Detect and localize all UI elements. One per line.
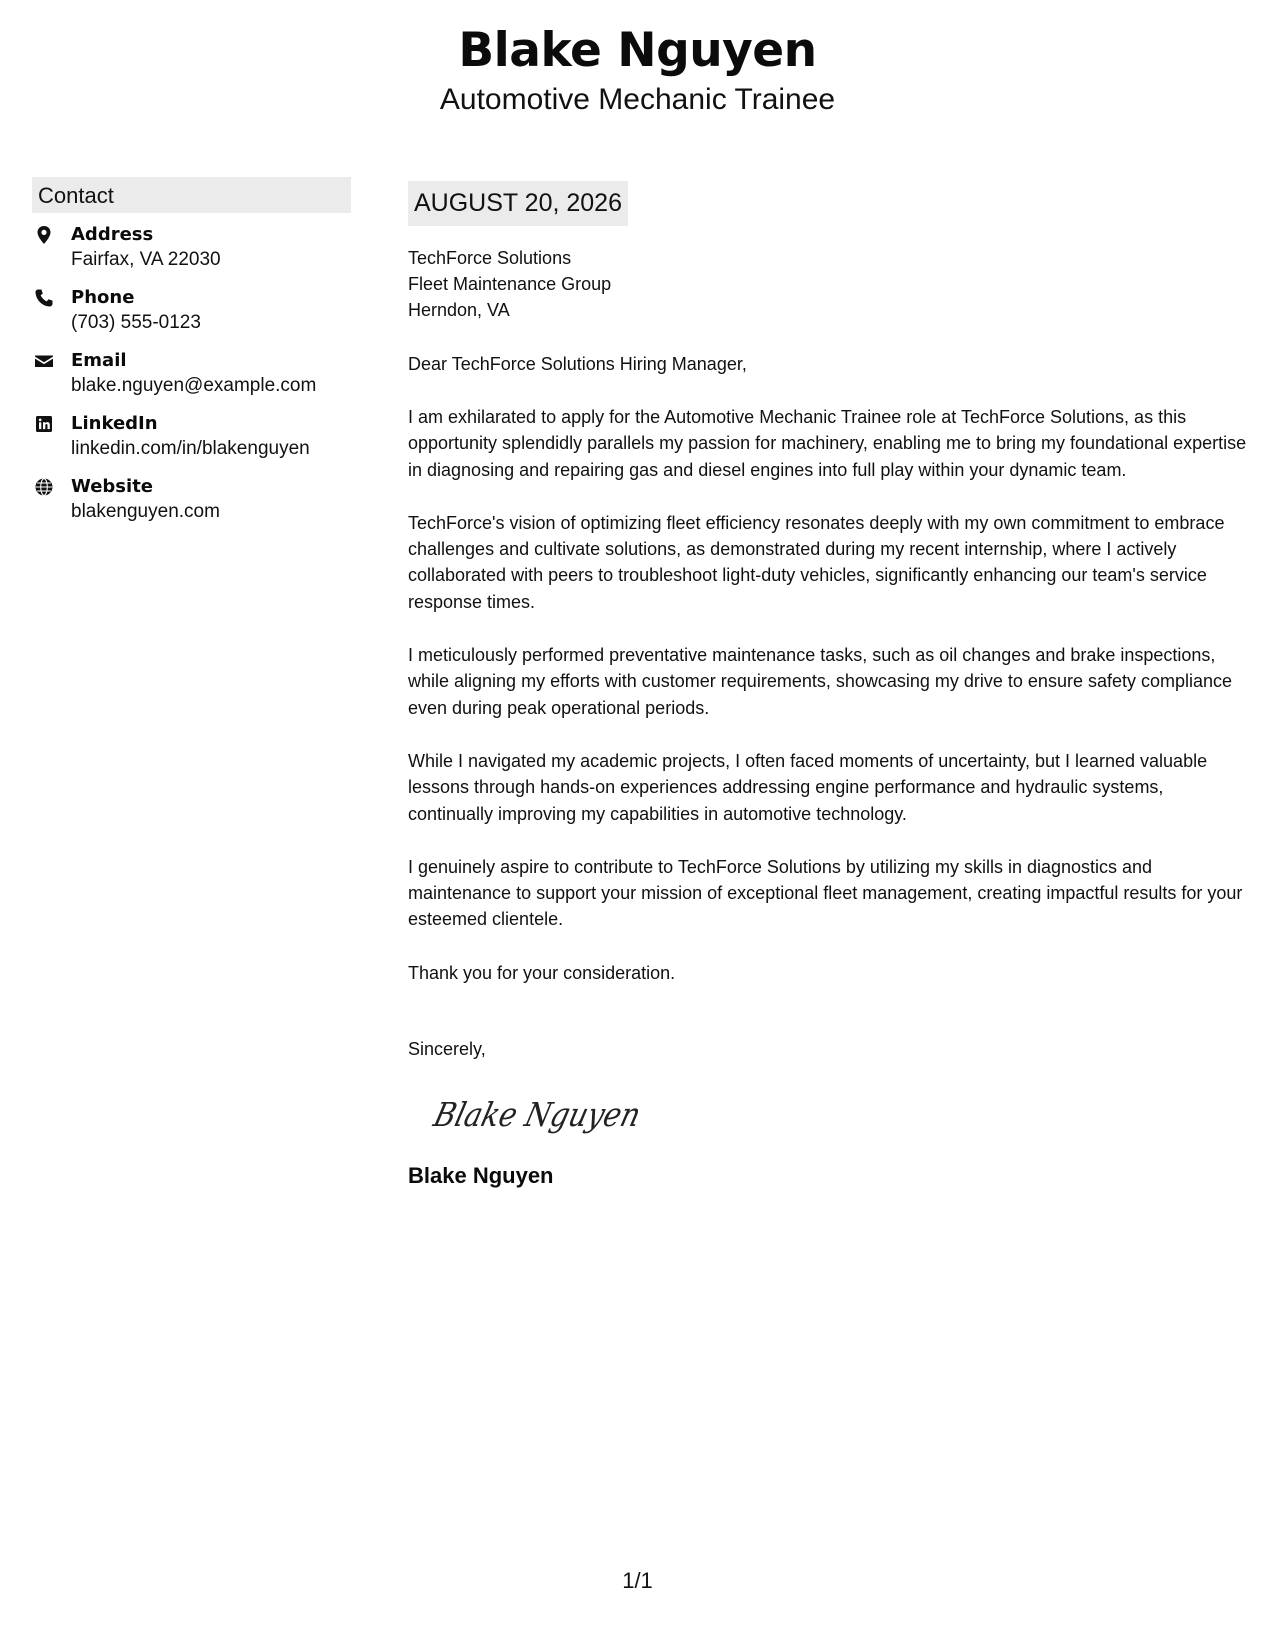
recipient-department: Fleet Maintenance Group	[408, 274, 612, 294]
salutation: Dear TechForce Solutions Hiring Manager,	[408, 354, 747, 374]
contact-sidebar	[32, 177, 351, 537]
contact-label: Phone	[71, 287, 135, 308]
letter-paragraph: TechForce's vision of optimizing fleet efficiency resonates deeply with my own commitment to embrace challenges and cultivate solutions, as demonstrated during my recent internship, where I actively collaborated with peers to troubleshoot light-duty vehicles, significantly enhancing our team's service response times.	[408, 512, 1225, 612]
contact-value: linkedin.com/in/blakenguyen	[71, 438, 310, 459]
linkedin-icon	[34, 414, 54, 434]
contact-heading: Contact	[32, 177, 351, 213]
contact-value: blake.nguyen@example.com	[71, 375, 317, 396]
letter-paragraph: I am exhilarated to apply for the Automotive Mechanic Trainee role at TechForce Solutions, as this opportunity splendidly parallels my passion for machinery, enabling me to bring my foundational expertise in diagnosing and repairing gas and diesel engines into full play within your dynamic team.	[408, 407, 1247, 480]
contact-label: LinkedIn	[71, 413, 158, 434]
contact-label: Website	[71, 476, 154, 497]
signature-text: Blake Nguyen	[430, 1095, 675, 1134]
letter-header	[0, 18, 1275, 118]
recipient-block	[408, 245, 1248, 323]
contact-value: Fairfax, VA 22030	[71, 249, 221, 270]
letter-paragraph: While I navigated my academic projects, I often faced moments of uncertainty, but I learned valuable lessons through hands-on experiences addressing engine performance and hydraulic systems, continually improving my capabilities in automotive technology.	[408, 750, 1208, 824]
recipient-location: Herndon, VA	[408, 300, 510, 320]
applicant-title: Automotive Mechanic Trainee	[439, 83, 836, 116]
map-pin-icon	[34, 225, 54, 245]
letter-body	[408, 181, 1248, 1190]
contact-value: blakenguyen.com	[71, 501, 220, 522]
letter-date: AUGUST 20, 2026	[408, 181, 628, 226]
contact-item-website	[32, 474, 351, 537]
phone-icon	[34, 288, 54, 308]
envelope-icon	[34, 351, 54, 371]
closing: Sincerely,	[408, 1039, 486, 1060]
contact-item-phone	[32, 285, 351, 348]
contact-label: Address	[71, 224, 154, 245]
letter-paragraph: I meticulously performed preventative maintenance tasks, such as oil changes and brake inspections, while aligning my efforts with customer requirements, showcasing my drive to ensure safety compliance even during peak operational periods.	[408, 645, 1233, 718]
letter-paragraph: Thank you for your consideration.	[408, 962, 676, 983]
contact-label: Email	[71, 350, 127, 371]
globe-icon	[34, 477, 54, 497]
letter-paragraph: I genuinely aspire to contribute to TechForce Solutions by utilizing my skills in diagnostics and maintenance to support your mission of exceptional fleet management, creating impactful results for your esteemed clientele.	[408, 856, 1243, 930]
contact-item-linkedin	[32, 411, 351, 474]
recipient-company: TechForce Solutions	[408, 248, 572, 268]
page-number: 1/1	[622, 1568, 653, 1593]
applicant-name: Blake Nguyen	[458, 23, 817, 78]
signed-name: Blake Nguyen	[408, 1163, 554, 1189]
handwritten-signature	[430, 1090, 675, 1142]
contact-value: (703) 555-0123	[71, 312, 201, 333]
contact-item-email	[32, 348, 351, 411]
contact-item-address	[32, 222, 351, 285]
